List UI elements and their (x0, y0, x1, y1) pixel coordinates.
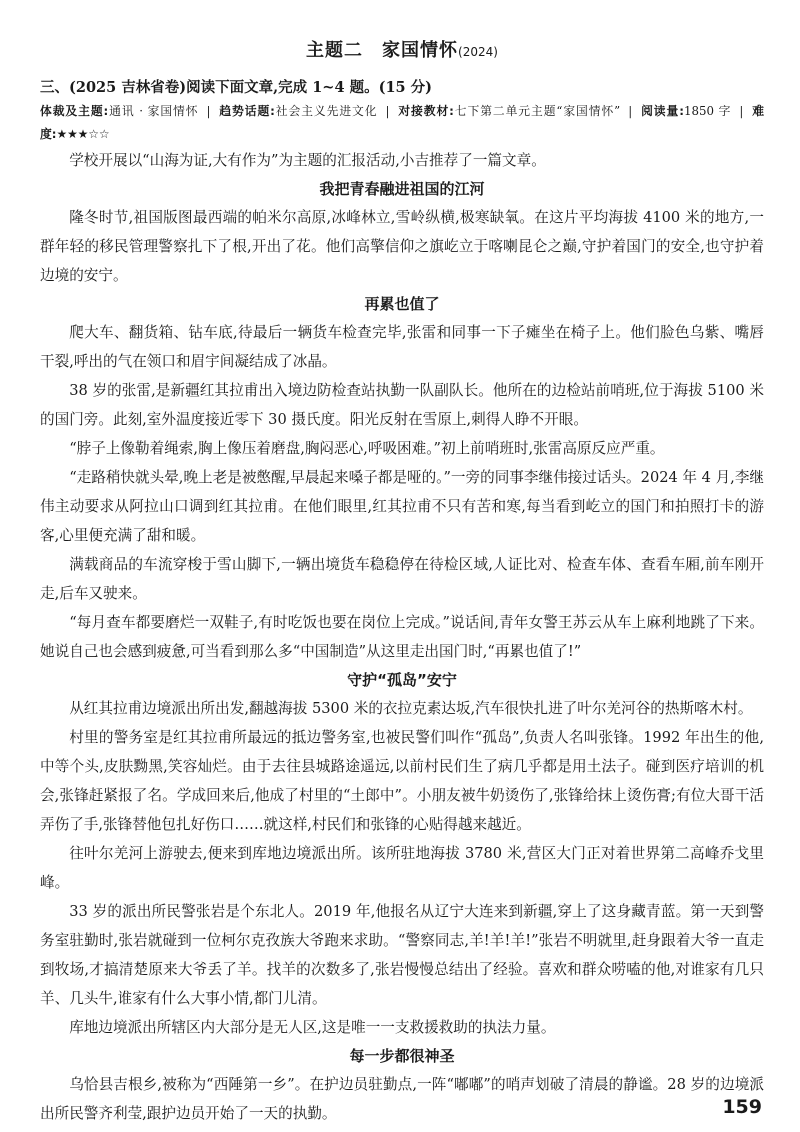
paragraph: “每月查车都要磨烂一双鞋子,有时吃饭也要在岗位上完成。”说话间,青年女警王苏云从车上麻利地跳了下来。她说自己也会感到疲惫,可当看到那么多“中国制造”从这里走出国门时,“再累也值了!” (40, 614, 764, 660)
document-page (40, 36, 764, 1128)
paragraph: “脖子上像勒着绳索,胸上像压着磨盘,胸闷恶心,呼吸困难。”初上前哨班时,张雷高原反应严重。 (69, 440, 665, 457)
section-heading: 守护“孤岛”安宁 (347, 671, 457, 689)
theme-year: (2024) (458, 45, 498, 59)
paragraph: 库地边境派出所辖区内大部分是无人区,这是唯一一支救援救助的执法力量。 (69, 1019, 556, 1036)
paragraph: 33 岁的派出所民警张岩是个东北人。2019 年,他报名从辽宁大连来到新疆,穿上了这身藏青蓝。第一天到警务室驻勤时,张岩就碰到一位柯尔克孜族大爷跑来求助。“警察同志,羊!羊!羊!”张岩不明就里,赶身跟着大爷一直走到牧场,才搞清楚原来大爷丢了羊。找羊的次数多了,张岩慢慢总结出了经验。喜欢和群众唠嗑的他,对谁家有几只羊、几头牛,谁家有什么大事小情,都门儿清。 (40, 903, 764, 1007)
paragraph: “走路稍快就头晕,晚上老是被憋醒,早晨起来嗓子都是哑的。”一旁的同事李继伟接过话头。2024 年 4 月,李继伟主动要求从阿拉山口调到红其拉甫。在他们眼里,红其拉甫不只有苦和寒,每当看到屹立的国门和拍照打卡的游客,心里便充满了甜和暖。 (40, 469, 765, 544)
meta-info: 体裁及主题:通讯 · 家国情怀 | 趋势话题:社会主义先进文化 | 对接教材:七下第二单元主题“家国情怀” | 阅读量:1850 字 | 难度:★★★☆☆ (40, 104, 765, 141)
paragraph: 往叶尔羌河上游驶去,便来到库地边境派出所。该所驻地海拔 3780 米,营区大门正对着世界第二高峰乔戈里峰。 (40, 845, 764, 891)
paragraph: 隆冬时节,祖国版图最西端的帕米尔高原,冰峰林立,雪岭纵横,极寒缺氧。在这片平均海拔 4100 米的地方,一群年轻的移民管理警察扎下了根,开出了花。他们高擎信仰之旗屹立于喀喇昆仑之巅,守护着国门的安全,也守护着边境的安宁。 (40, 209, 764, 284)
question-heading: 三、(2025 吉林省卷)阅读下面文章,完成 1~4 题。(15 分) (40, 79, 433, 96)
page-title (40, 36, 764, 62)
paragraph: 村里的警务室是红其拉甫所最远的抵边警务室,也被民警们叫作“孤岛”,负责人名叫张锋。1992 年出生的他,中等个头,皮肤黝黑,笑容灿烂。由于去往县城路途遥远,以前村民们生了病几乎都是用土法子。碰到医疗培训的机会,张锋赶紧报了名。学成回来后,他成了村里的“土郎中”。小朋友被牛奶烫伤了,张锋给抹上烫伤膏;有位大哥干活弄伤了手,张锋替他包扎好伤口……就这样,村民们和张锋的心贴得越来越近。 (40, 729, 764, 833)
paragraph: 满载商品的车流穿梭于雪山脚下,一辆出境货车稳稳停在待检区域,人证比对、检查车体、查看车厢,前车刚开走,后车又驶来。 (40, 556, 764, 602)
difficulty-stars: ★★★☆☆ (56, 127, 110, 141)
section-heading: 每一步都很神圣 (349, 1047, 455, 1065)
intro-paragraph: 学校开展以“山海为证,大有作为”为主题的汇报活动,小吉推荐了一篇文章。 (69, 152, 546, 169)
article-title: 我把青春融进祖国的江河 (319, 180, 485, 198)
page-number: 159 (722, 1096, 762, 1118)
theme-title: 主题二 家国情怀 (306, 40, 459, 61)
paragraph: 爬大车、翻货箱、钻车底,待最后一辆货车检查完毕,张雷和同事一下子瘫坐在椅子上。他们脸色乌紫、嘴唇干裂,呼出的气在领口和眉宇间凝结成了冰晶。 (40, 324, 764, 370)
section-heading: 再累也值了 (364, 295, 440, 313)
paragraph: 38 岁的张雷,是新疆红其拉甫出入境边防检查站执勤一队副队长。他所在的边检站前哨班,位于海拔 5100 米的国门旁。此刻,室外温度接近零下 30 摄氏度。阳光反射在雪原上,刺得人睁不开眼。 (40, 382, 764, 428)
paragraph: 从红其拉甫边境派出所出发,翻越海拔 5300 米的衣拉克素达坂,汽车很快扎进了叶尔羌河谷的热斯喀木村。 (69, 700, 753, 717)
paragraph: 乌恰县吉根乡,被称为“西陲第一乡”。在护边员驻勤点,一阵“嘟嘟”的哨声划破了清晨的静谧。28 岁的边境派出所民警齐利莹,跟护边员开始了一天的执勤。 (40, 1076, 764, 1122)
